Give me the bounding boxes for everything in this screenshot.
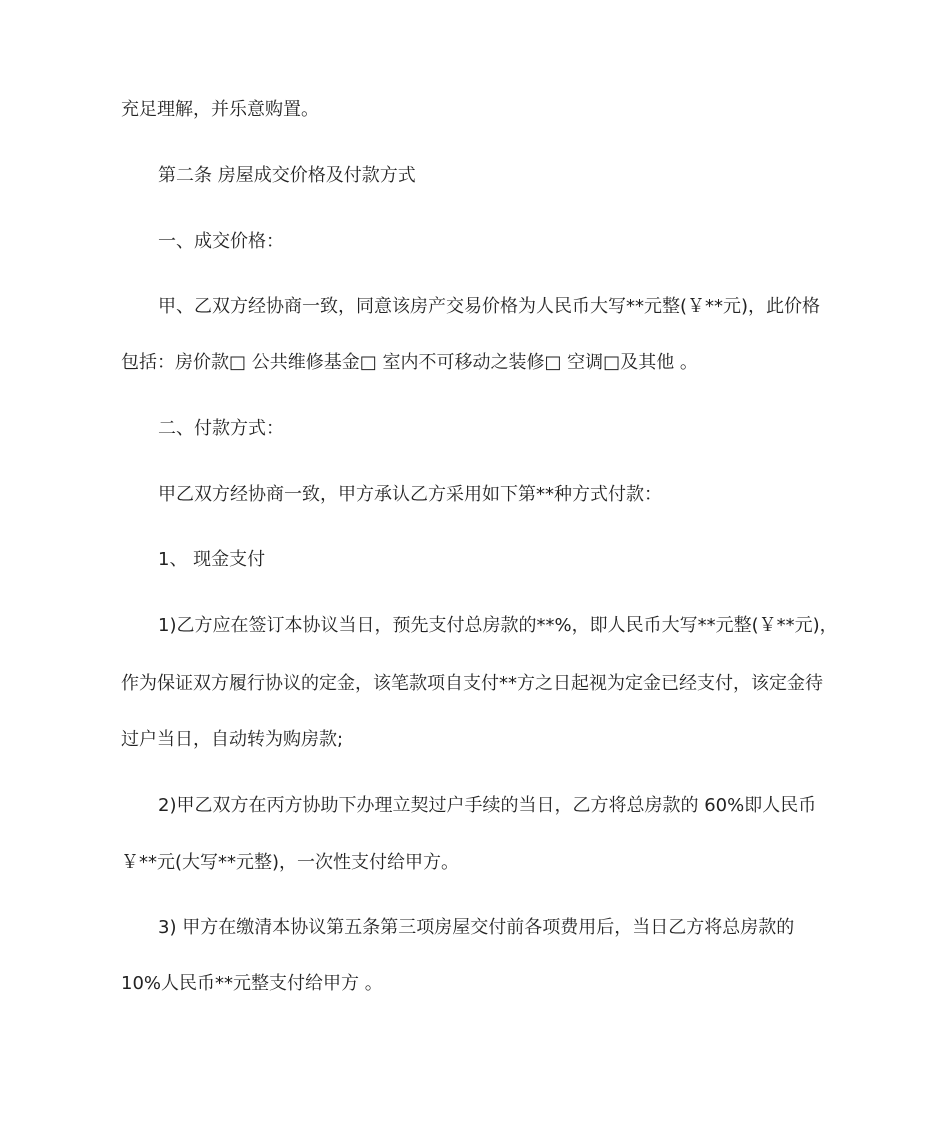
paragraph-line: 2)甲乙双方在丙方协助下办理立契过户手续的当日，乙方将总房款的 60%即人民币 (158, 795, 817, 816)
paragraph-line: 甲、乙双方经协商一致，同意该房产交易价格为人民币大写**元整(￥**元)，此价格 (158, 296, 821, 317)
paragraph-line: 充足理解，并乐意购置。 (121, 99, 319, 120)
paragraph-line: 作为保证双方履行协议的定金，该笔款项自支付**方之日起视为定金已经支付，该定金待 (121, 673, 823, 694)
paragraph-line: 甲乙双方经协商一致，甲方承认乙方采用如下第**种方式付款： (158, 484, 662, 505)
paragraph-line: 过户当日，自动转为购房款; (121, 729, 344, 750)
paragraph-line: ￥**元(大写**元整)，一次性支付给甲方。 (121, 852, 460, 873)
paragraph-line: 包括：房价款□ 公共维修基金□ 室内不可移动之装修□ 空调□及其他 。 (121, 352, 698, 373)
list-item-heading: 1、 现金支付 (158, 549, 266, 570)
paragraph-line: 10%人民币**元整支付给甲方 。 (121, 973, 383, 994)
subsection-heading: 二、付款方式： (158, 418, 284, 439)
section-heading: 第二条 房屋成交价格及付款方式 (158, 165, 416, 186)
paragraph-line: 1)乙方应在签订本协议当日，预先支付总房款的**%，即人民币大写**元整(￥**元)， (158, 615, 838, 636)
subsection-heading: 一、成交价格： (158, 231, 284, 252)
paragraph-line: 3) 甲方在缴清本协议第五条第三项房屋交付前各项费用后，当日乙方将总房款的 (158, 917, 795, 938)
